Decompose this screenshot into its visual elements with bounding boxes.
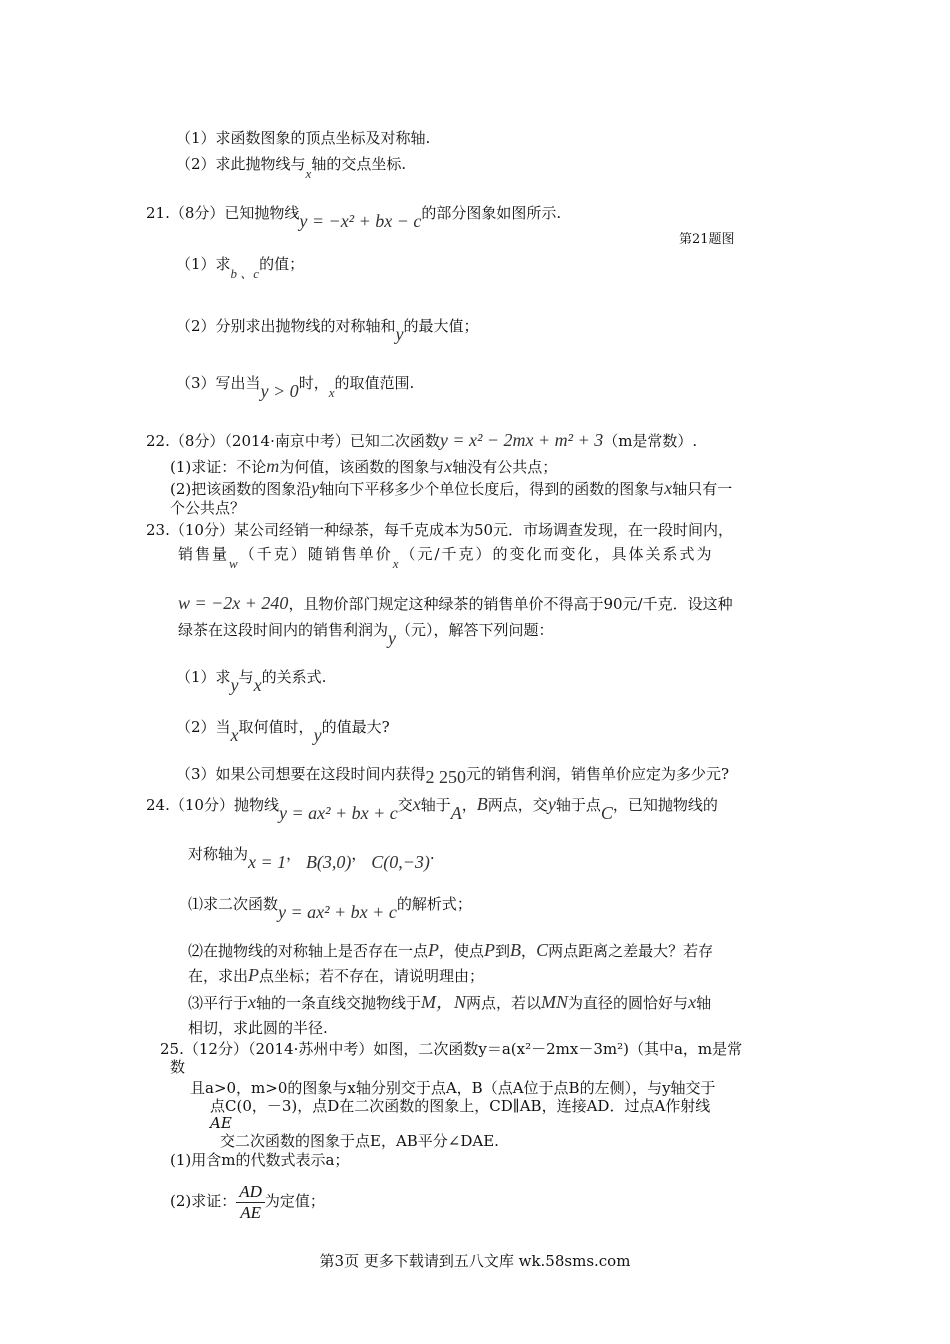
q21-sub3: （3）写出当y > 0时，x的取值范围.	[176, 374, 415, 401]
q23-sub2: （2）当x取何值时，y的值最大?	[176, 718, 390, 745]
q24-sub3: ⑶平行于x轴的一条直线交抛物线于M，N两点，若以MN为直径的圆恰好与x轴	[188, 992, 712, 1012]
fraction-ad-over-ae: $\frac{AD}{AE}$	[236, 1182, 265, 1223]
q22-sub2: (2)把该函数的图象沿y轴向下平移多少个单位长度后，得到的函数的图象与x轴只有一	[170, 478, 733, 498]
q21-sub1: （1）求b 、c的值；	[176, 255, 305, 281]
q24-sub2: ⑵在抛物线的对称轴上是否存在一点P，使点P到B，C两点距离之差最大？若存	[188, 940, 714, 960]
q23-line4: 绿茶在这段时间内的销售利润为y（元），解答下列问题：	[178, 621, 554, 648]
q22-sub2-cont: 个公共点？	[170, 499, 246, 517]
q25-sub2: (2)求证： $\frac{AD}{AE}$ 为定值；	[170, 1181, 325, 1222]
q23-line3: w = −2x + 240，且物价部门规定这种绿茶的销售单价不得高于90元/千克．设这种	[178, 593, 733, 613]
q25-sub1: (1)用含m的代数式表示a；	[170, 1151, 350, 1169]
q25-line3: 点C(0，－3)，点D在二次函数的图象上，CD∥AB，连接AD．过点A作射线	[210, 1097, 711, 1115]
q24-sub1: ⑴求二次函数y = ax² + bx + c的解析式；	[188, 895, 472, 922]
q21-figure-caption: 第21题图	[679, 232, 735, 247]
q23-sub3: （3）如果公司想要在这段时间内获得2 250元的销售利润，销售单价应定为多少元?	[176, 765, 730, 787]
q25-line3-cont: AE	[210, 1114, 232, 1132]
q24-heading: 24.（10分）抛物线y = ax² + bx + c交x轴于A，B两点，交y轴于点C，已知抛物线的	[146, 794, 718, 823]
q25-line4: 交二次函数的图象于点E，AB平分∠DAE.	[220, 1132, 499, 1150]
q24-line2: 对称轴为x = 1， B(3,0)， C(0,−3).	[188, 845, 435, 872]
q23-heading: 23.（10分）某公司经销一种绿茶，每千克成本为50元．市场调查发现，在一段时间内，	[146, 521, 734, 539]
q21-heading: 21.（8分）已知抛物线y = −x² + bx − c的部分图象如图所示.	[146, 204, 562, 231]
q24-sub3-cont: 相切，求此圆的半径.	[188, 1019, 328, 1037]
q20-sub1: （1）求函数图象的顶点坐标及对称轴.	[176, 129, 431, 147]
q22-heading: 22.（8分）（2014·南京中考）已知二次函数y = x² − 2mx + m² + 3（m是常数）.	[146, 430, 698, 450]
q25-heading-cont: 数	[170, 1058, 186, 1076]
q21-sub2: （2）分别求出抛物线的对称轴和y的最大值；	[176, 317, 479, 344]
q25-heading: 25.（12分）（2014·苏州中考）如图，二次函数y＝a(x²－2mx－3m²)（其中a，m是常	[160, 1040, 743, 1058]
q23-sub1: （1）求y与x的关系式.	[176, 668, 327, 695]
q25-line2: 且a>0，m>0的图象与x轴分别交于点A，B（点A位于点B的左侧），与y轴交于	[190, 1079, 716, 1097]
q22-sub1: (1)求证：不论m为何值，该函数的图象与x轴没有公共点；	[170, 456, 558, 476]
q23-line2: 销售量w（千克）随销售单价x（元/千克）的变化而变化，具体关系式为	[178, 545, 714, 571]
q24-sub2-cont: 在，求出P点坐标；若不存在，请说明理由；	[188, 965, 485, 985]
page-footer: 第3页 更多下载请到五八文库 wk.58sms.com	[319, 1252, 631, 1270]
q20-sub2: （2）求此抛物线与x轴的交点坐标.	[176, 155, 407, 181]
